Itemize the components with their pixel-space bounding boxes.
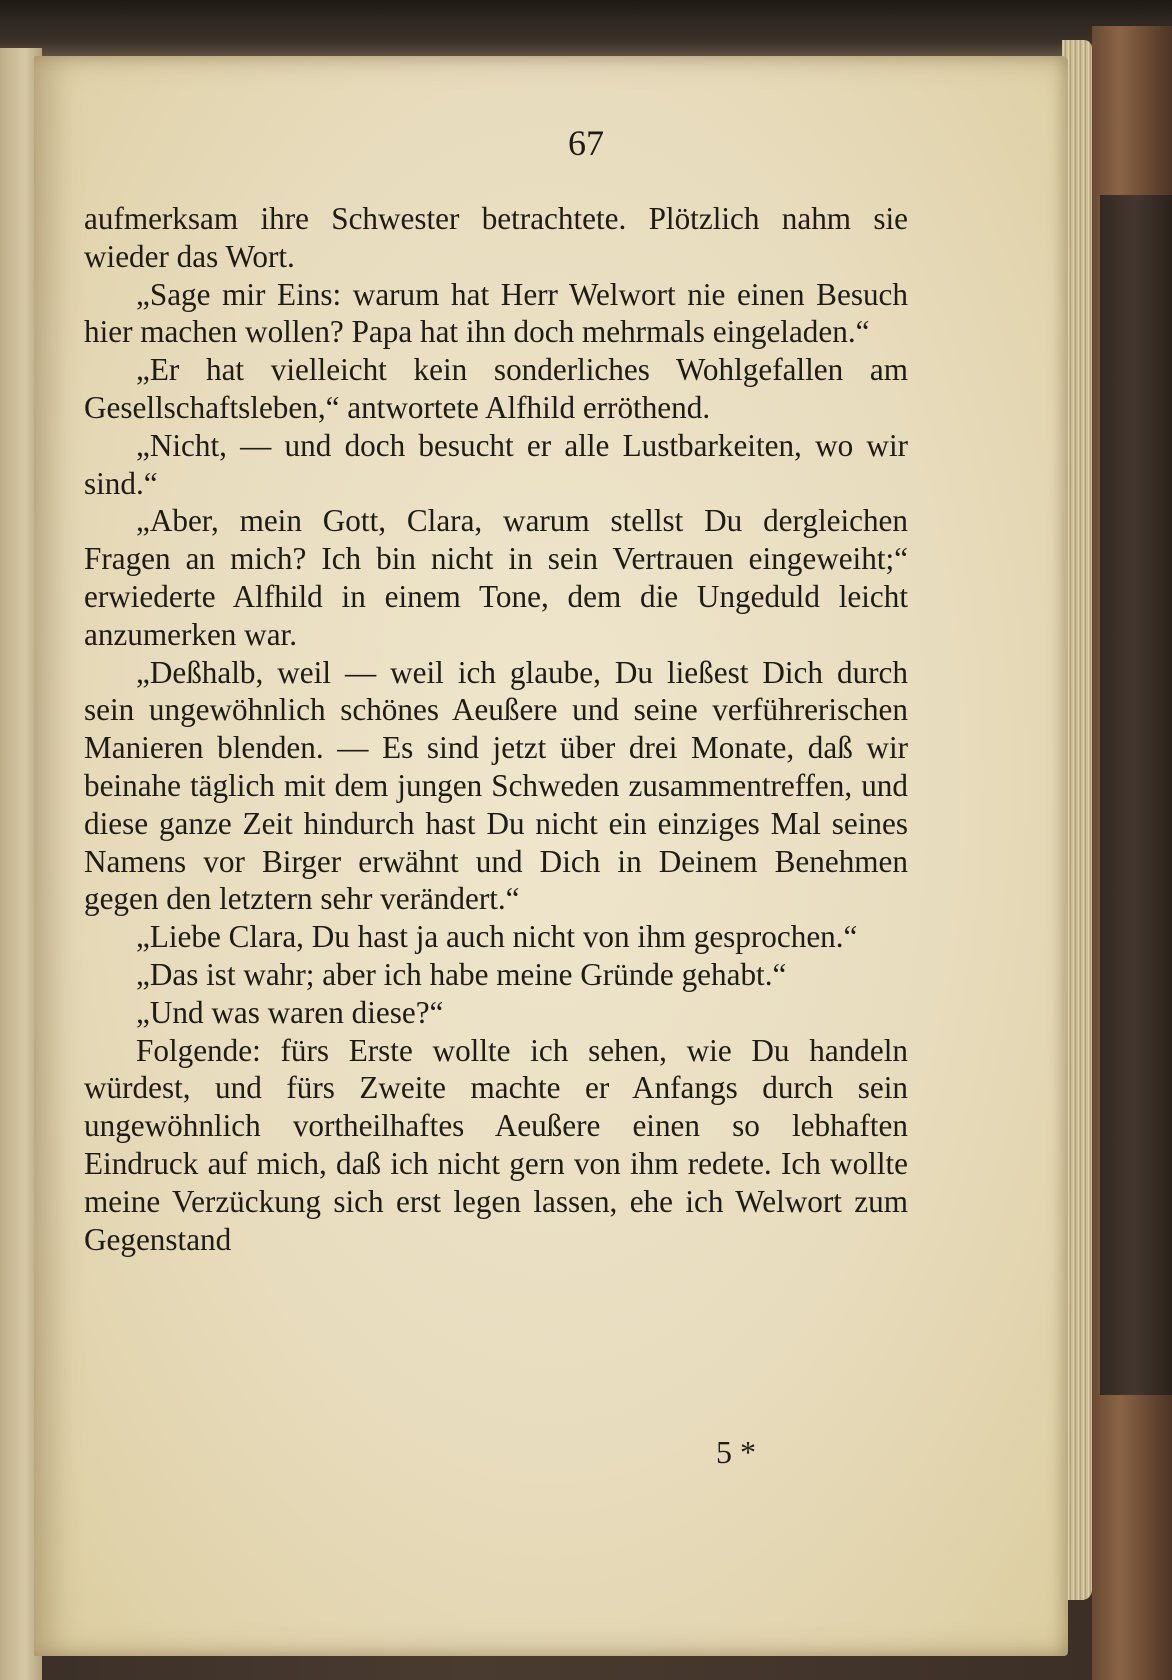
paragraph: „Und was waren diese?“: [136, 994, 444, 1030]
paragraph: „Nicht, — und doch besucht er alle Lustbarkeiten, wo wir sind.“: [84, 427, 908, 501]
page-text: [84, 200, 908, 1258]
printer-signature: 5 *: [716, 1434, 756, 1470]
cover-spine-band: [1100, 195, 1172, 1395]
paragraph: „Liebe Clara, Du hast ja auch nicht von ihm gesprochen.“: [136, 919, 858, 955]
paragraph: „Sage mir Eins: warum hat Herr Welwort nie einen Besuch hier machen wollen? Papa hat ihn doch mehrmals eingeladen.“: [84, 276, 908, 350]
paragraph: „Das ist wahr; aber ich habe meine Gründe gehabt.“: [136, 956, 787, 992]
page-number: 67: [568, 123, 604, 163]
paragraph: „Deßhalb, weil — weil ich glaube, Du ließest Dich durch sein ungewöhnlich schönes Aeußere und seine verführerischen Manieren blenden. — Es sind jetzt über drei Monate, daß wir beinahe täglich mit dem jungen Schweden zusammentreffen, und diese ganze Zeit hindurch hast Du nicht ein einziges Mal seines Namens vor Birger erwähnt und Dich in Deinem Benehmen gegen den letztern sehr verändert.“: [84, 654, 908, 917]
binding-top-edge: [0, 0, 1172, 60]
paragraph: aufmerksam ihre Schwester betrachtete. Plötzlich nahm sie wieder das Wort.: [84, 201, 908, 274]
paragraph: „Er hat vielleicht kein sonderliches Wohlgefallen am Gesellschaftsleben,“ antwortete Alfhild erröthend.: [84, 352, 908, 425]
paragraph: „Aber, mein Gott, Clara, warum stellst Du dergleichen Fragen an mich? Ich bin nicht in sein Vertrauen eingeweiht;“ erwiederte Alfhild in einem Tone, dem die Ungeduld leicht anzumerken war.: [84, 503, 908, 652]
paragraph: Folgende: fürs Erste wollte ich sehen, wie Du handeln würdest, und fürs Zweite machte er Anfangs durch sein ungewöhnlich vortheilhaftes Aeußere einen so lebhaften Eindruck auf mich, daß ich nicht gern von ihm redete. Ich wollte meine Verzückung sich erst legen lassen, ehe ich Welwort zum Gegenstand: [84, 1032, 908, 1257]
